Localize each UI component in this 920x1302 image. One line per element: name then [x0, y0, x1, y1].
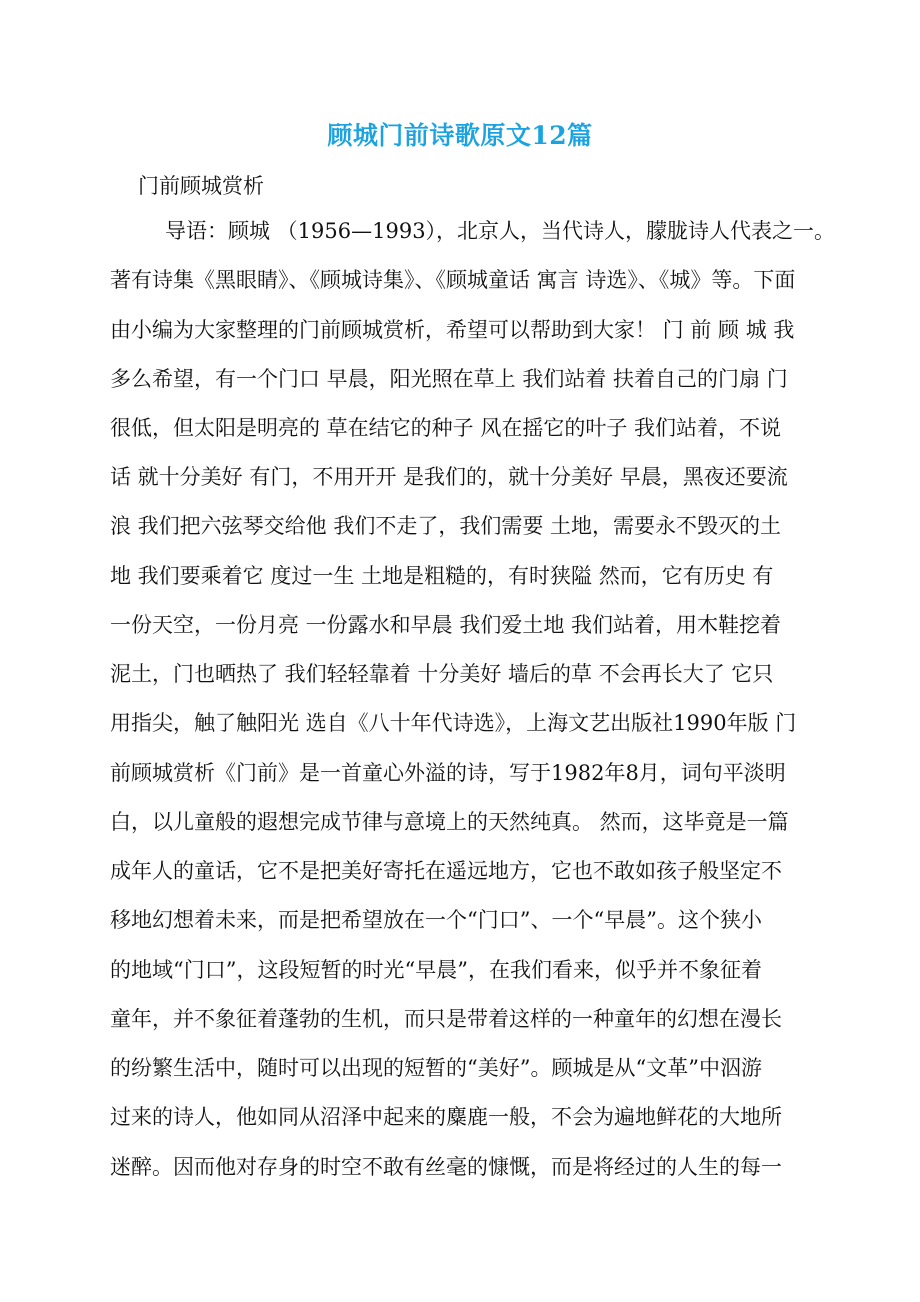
body-line: 多么希望，有一个门口 早晨，阳光照在草上 我们站着 扶着自己的门扇 门: [110, 367, 788, 391]
body-line: 著有诗集《黑眼睛》、《顾城诗集》、《顾城童话 寓言 诗选》、《城》等。下面: [110, 268, 796, 292]
body-line: 的纷繁生活中，随时可以出现的短暂的“美好”。顾城是从“文革”中泅游: [110, 1056, 762, 1080]
body-line: 移地幻想着未来，而是把希望放在一个“门口”、一个“早晨”。这个狭小: [110, 908, 762, 932]
body-line: 童年，并不象征着蓬勃的生机，而只是带着这样的一种童年的幻想在漫长: [110, 1007, 782, 1031]
body-line: 用指尖，触了触阳光 选自《八十年代诗选》，上海文艺出版社1990年版 门: [110, 711, 797, 735]
body-line: 很低，但太阳是明亮的 草在结它的种子 风在摇它的叶子 我们站着，不说: [110, 416, 782, 440]
body-line: 成年人的童话，它不是把美好寄托在遥远地方，它也不敢如孩子般坚定不: [110, 859, 782, 883]
section-subtitle: 门前顾城赏析: [138, 174, 264, 198]
body-line: 地 我们要乘着它 度过一生 土地是粗糙的，有时狭隘 然而，它有历史 有: [110, 564, 774, 588]
body-line: 前顾城赏析《门前》是一首童心外溢的诗，写于1982年8月，词句平淡明: [110, 761, 786, 785]
body-line: 泥土，门也晒热了 我们轻轻靠着 十分美好 墙后的草 不会再长大了 它只: [110, 662, 774, 686]
body-line: 由小编为大家整理的门前顾城赏析，希望可以帮助到大家！ 门 前 顾 城 我: [110, 318, 795, 342]
body-line: 话 就十分美好 有门，不用开开 是我们的，就十分美好 早晨，黑夜还要流: [110, 465, 788, 489]
body-line: 白，以儿童般的遐想完成节律与意境上的天然纯真。 然而，这毕竟是一篇: [110, 810, 789, 834]
body-line: 过来的诗人，他如同从沼泽中起来的麋鹿一般，不会为遍地鲜花的大地所: [110, 1105, 782, 1129]
body-line: 一份天空，一份月亮 一份露水和早晨 我们爱土地 我们站着，用木鞋挖着: [110, 613, 782, 637]
document-title: 顾城门前诗歌原文12篇: [327, 121, 593, 150]
body-line: 迷醉。因而他对存身的时空不敢有丝毫的慷慨，而是将经过的人生的每一: [110, 1155, 782, 1179]
body-line: 浪 我们把六弦琴交给他 我们不走了，我们需要 土地，需要永不毁灭的土: [110, 514, 782, 538]
body-line: 的地域“门口”，这段短暂的时光“早晨”，在我们看来，似乎并不象征着: [110, 958, 762, 982]
body-line: 导语：顾城 （1956—1993），北京人，当代诗人，朦胧诗人代表之一。: [165, 219, 836, 243]
